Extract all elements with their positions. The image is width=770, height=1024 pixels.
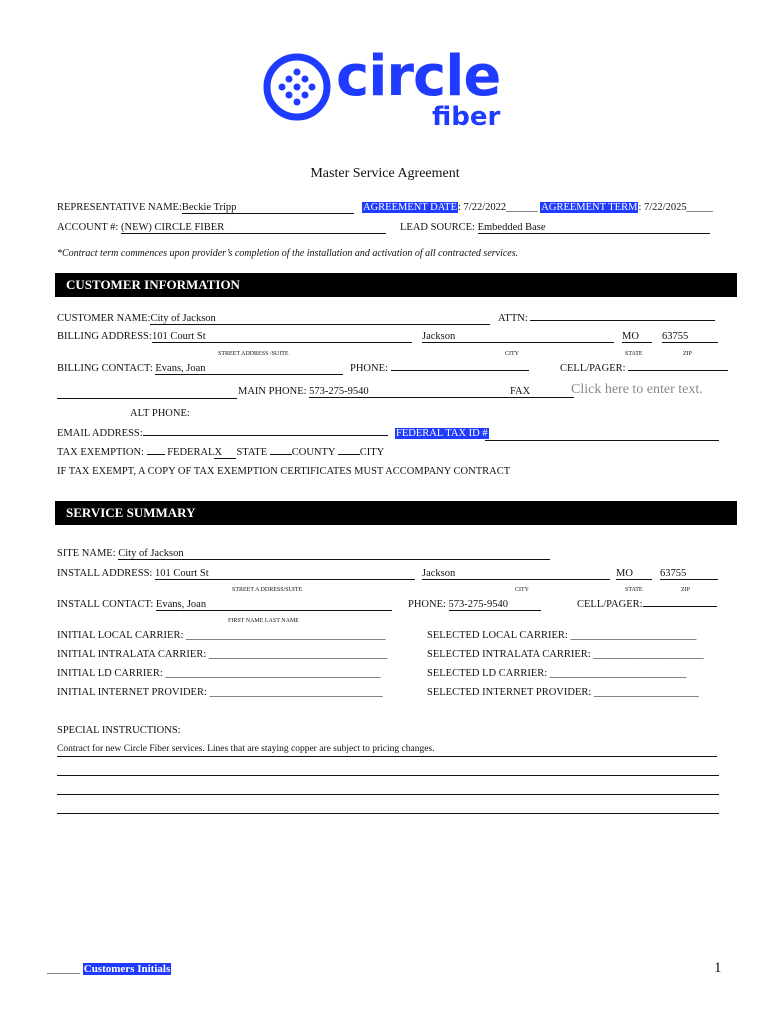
main-phone-leading-line [57,398,237,399]
install-address-label: INSTALL ADDRESS: [57,568,153,579]
carrier-selected-internet[interactable]: SELECTED INTERNET PROVIDER: ____________________ [427,687,699,698]
billing-cell-row [560,363,728,374]
special-line-2 [57,775,719,776]
tax-state-blank[interactable] [270,454,292,455]
agreement-date-label: AGREEMENT DATE [363,202,458,213]
install-city-field[interactable]: Jackson [422,568,610,580]
install-zip-caption: ZIP [681,587,690,593]
customer-name-row [57,313,490,325]
page-title: Master Service Agreement [310,166,460,181]
special-line-3 [57,794,719,795]
attn-field[interactable] [530,320,715,321]
billing-state-caption: STATE [625,351,643,357]
lead-row [400,222,710,234]
install-state-field[interactable]: MO [616,568,652,580]
initials-row [47,963,171,975]
agreement-date-field[interactable]: : 7/22/2022______ [458,202,538,213]
customer-name-field[interactable]: City of Jackson [150,313,490,325]
tax-federal-label: FEDERAL [167,447,215,458]
install-street-field[interactable]: 101 Court St [155,568,415,580]
agreement-term-label: AGREEMENT TERM [541,202,638,213]
logo [262,44,512,140]
fax-label: FAX [510,386,531,397]
install-state-caption: STATE [625,587,643,593]
tax-exemption-label: TAX EXEMPTION: [57,447,144,458]
site-name-row [57,548,550,560]
billing-phone-label: PHONE: [350,363,388,374]
billing-city-field[interactable]: Jackson [422,331,614,343]
fed-tax-label: FEDERAL TAX ID # [396,428,488,439]
tax-city-label: CITY [359,447,385,458]
install-contact-caption: FIRST NAME LAST NAME [228,618,299,624]
install-cell-label: CELL/PAGER: [577,599,643,610]
tax-note: IF TAX EXEMPT, A COPY OF TAX EXEMPTION CERTIFICATES MUST ACCOMPANY CONTRACT [57,466,511,477]
email-row [57,428,388,439]
customer-name-label: CUSTOMER NAME: [57,313,151,324]
carrier-selected-ld[interactable]: SELECTED LD CARRIER: __________________________ [427,668,687,679]
fax-field[interactable]: Click here to enter text. [571,382,703,397]
circle-fiber-logo-icon [262,52,332,122]
email-label: EMAIL ADDRESS: [57,428,143,439]
account-label: ACCOUNT #: [57,222,119,233]
install-street-caption: STREET A DDRESS/SUITE [232,587,303,593]
carrier-selected-intralata[interactable]: SELECTED INTRALATA CARRIER: _____________________ [427,649,704,660]
install-phone-row [408,599,541,611]
rep-field[interactable]: Beckie Tripp [182,202,354,214]
install-phone-label: PHONE: [408,599,446,610]
tax-federal-checkbox[interactable]: X [214,447,236,459]
lead-field[interactable]: Embedded Base [478,222,710,234]
carrier-initial-local[interactable]: INITIAL LOCAL CARRIER: ______________________________________ [57,630,386,641]
alt-phone-label: ALT PHONE: [130,408,190,419]
billing-cell-label: CELL/PAGER: [560,363,626,374]
carrier-selected-local[interactable]: SELECTED LOCAL CARRIER: ________________________ [427,630,697,641]
billing-cell-field[interactable] [628,370,728,371]
service-section-header: SERVICE SUMMARY [55,501,737,525]
install-contact-field[interactable]: Evans, Joan [156,599,392,611]
initials-blank[interactable]: ______ [47,963,80,975]
account-field[interactable]: (NEW) CIRCLE FIBER [121,222,386,234]
account-row [57,222,386,234]
install-contact-row [57,599,392,611]
billing-address-label: BILLING ADDRESS: [57,331,152,342]
special-line-4 [57,813,719,814]
main-phone-field[interactable]: 573-275-9540 [309,386,574,398]
carrier-initial-ld[interactable]: INITIAL LD CARRIER: _________________________________________ [57,668,381,679]
attn-label: ATTN: [498,313,528,324]
install-cell-field[interactable] [643,606,717,607]
billing-contact-field[interactable]: Evans, Joan [155,363,343,375]
billing-city-caption: CITY [505,351,519,357]
page-number: 1 [714,960,722,976]
billing-zip-field[interactable]: 63755 [662,331,718,343]
special-line-1 [57,756,717,757]
tax-blank[interactable] [147,454,165,455]
install-cell-row [577,599,717,610]
contract-note: *Contract term commences upon provider’s completion of the installation and activation of all contracted services. [57,248,519,259]
carrier-initial-intralata[interactable]: INITIAL INTRALATA CARRIER: __________________________________ [57,649,388,660]
billing-zip-caption: ZIP [683,351,692,357]
initials-label: Customers Initials [83,963,171,975]
special-instructions-text[interactable]: Contract for new Circle Fiber services. Lines that are staying copper are subject to pricing changes. [57,744,435,754]
billing-street-field[interactable]: 101 Court St [152,331,412,343]
main-phone-label: MAIN PHONE: [238,386,307,397]
email-field[interactable] [143,435,388,436]
billing-street-caption: STREET ADDRESS /SUITE [218,351,289,357]
billing-phone-row [350,363,529,374]
install-phone-field[interactable]: 573-275-9540 [449,599,541,611]
logo-word-circle: circle [336,44,501,109]
billing-state-field[interactable]: MO [622,331,652,343]
site-name-label: SITE NAME: [57,548,116,559]
fed-tax-field[interactable] [485,440,719,441]
logo-word-fiber: fiber [432,102,501,132]
install-city-caption: CITY [515,587,529,593]
customer-section-header: CUSTOMER INFORMATION [55,273,737,297]
fed-tax-row [395,428,489,439]
tax-exemption-row [57,447,384,459]
tax-county-blank[interactable] [338,454,360,455]
site-name-field[interactable]: City of Jackson [118,548,550,560]
install-zip-field[interactable]: 63755 [660,568,718,580]
rep-label: REPRESENTATIVE NAME: [57,202,182,213]
billing-phone-field[interactable] [391,370,529,371]
agreement-term-field[interactable]: : 7/22/2025_____ [638,202,713,213]
attn-row [498,313,715,324]
agreement-row [362,202,713,213]
tax-state-label: STATE [236,447,268,458]
billing-contact-row [57,363,343,375]
special-instructions-label: SPECIAL INSTRUCTIONS: [57,725,181,736]
rep-row [57,202,354,214]
carrier-initial-internet[interactable]: INITIAL INTERNET PROVIDER: _________________________________ [57,687,383,698]
tax-county-label: COUNTY [291,447,336,458]
install-contact-label: INSTALL CONTACT: [57,599,154,610]
lead-label: LEAD SOURCE: [400,222,475,233]
billing-contact-label: BILLING CONTACT: [57,363,153,374]
